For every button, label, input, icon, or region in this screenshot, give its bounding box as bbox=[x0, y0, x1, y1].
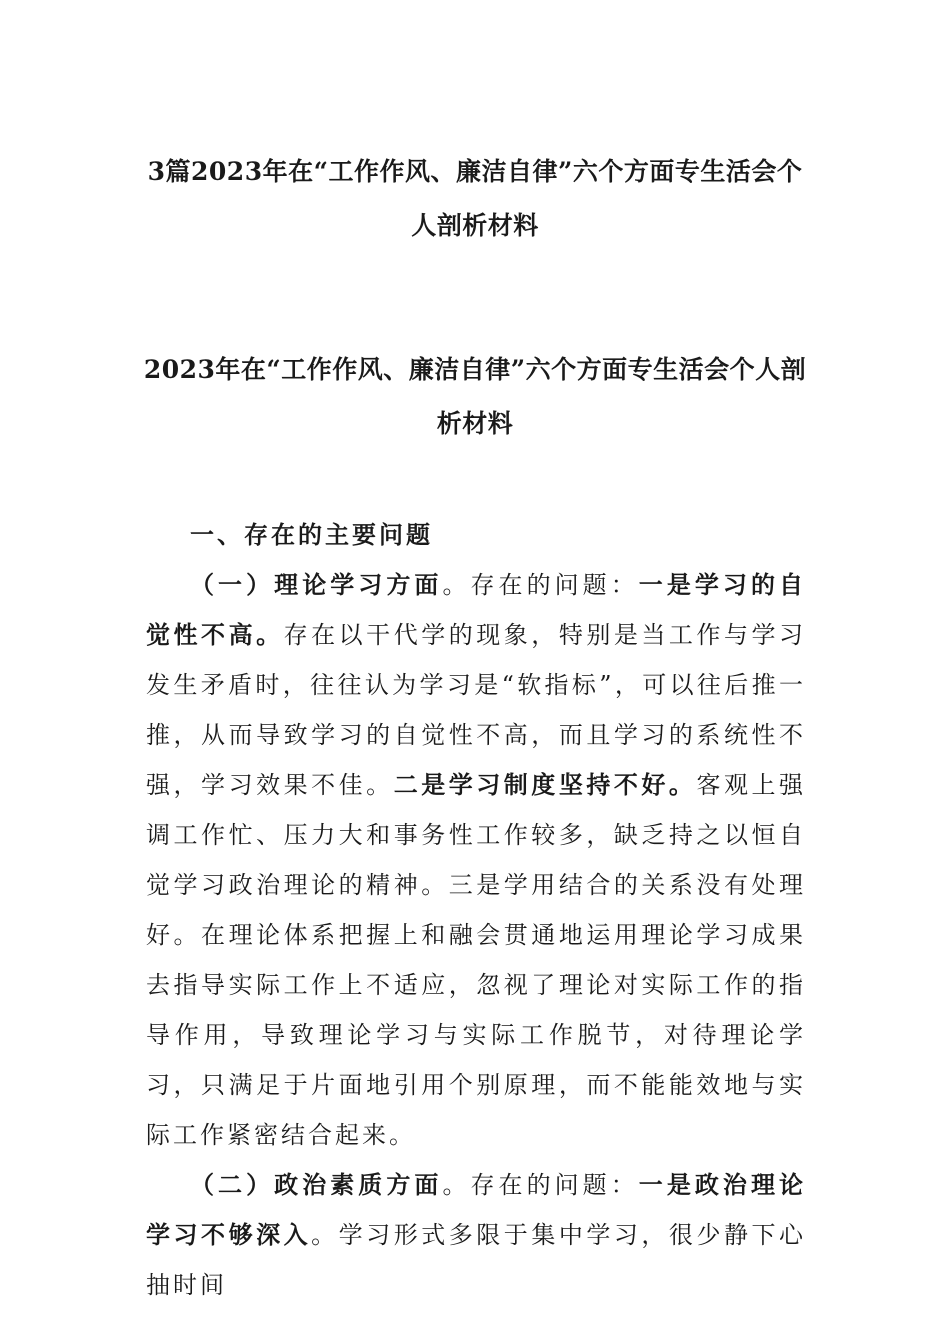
paragraph-heading: （一）理论学习方面 bbox=[190, 570, 443, 599]
paragraph-political-quality bbox=[146, 1160, 806, 1310]
paragraph-emphasis: 一是政治理论学习不够深入 bbox=[146, 1170, 807, 1249]
document-main-title: 3篇2023年在“工作作风、廉洁自律”六个方面专生活会个人剖析材料 bbox=[147, 157, 803, 240]
paragraph-text: 。存在的问题： bbox=[442, 571, 639, 599]
document-body bbox=[146, 510, 806, 1310]
paragraph-text: 。存在的问题： bbox=[442, 1171, 639, 1199]
section-heading: 一、存在的主要问题 bbox=[190, 520, 433, 549]
document-sub-title: 2023年在“工作作风、廉洁自律”六个方面专生活会个人剖析材料 bbox=[143, 355, 807, 438]
paragraph-heading: （二）政治素质方面 bbox=[190, 1170, 443, 1199]
paragraph-emphasis: 一是学习的自觉性不高。 bbox=[146, 570, 807, 649]
paragraph-emphasis: 二是学习制度坚持不好。 bbox=[393, 770, 697, 799]
paragraph-text: 客观上强调工作忙、压力大和事务性工作较多，缺乏持之以恒自觉学习政治理论的精神。三是学用结合的关系没有处理好。在理论体系把握上和融会贯通地运用理论学习成果去指导实际工作上不适应，忽视了理论对实际工作的指导作用，导致理论学习与实际工作脱节，对待理论学习，只满足于片面地引用个别原理，而不能能效地与实际工作紧密结合起来。 bbox=[146, 771, 807, 1149]
paragraph-text: 存在以干代学的现象，特别是当工作与学习发生矛盾时，往往认为学习是“软指标”，可以往后推一推，从而导致学习的自觉性不高，而且学习的系统性不强，学习效果不佳。 bbox=[146, 621, 806, 799]
paragraph-theory-study bbox=[146, 560, 806, 1160]
paragraph-text: 。学习形式多限于集中学习，很少静下心抽时间 bbox=[146, 1221, 807, 1299]
